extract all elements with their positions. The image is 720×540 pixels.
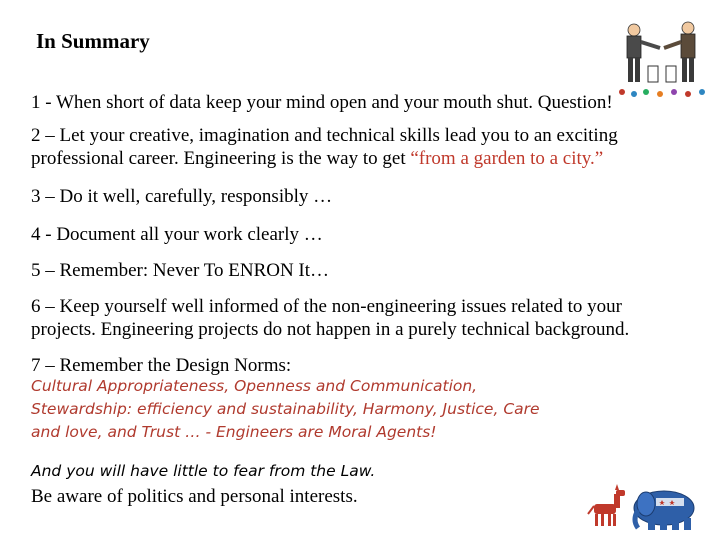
summary-item-6-line-2: projects. Engineering projects do not happen in a purely technical background.: [31, 319, 630, 340]
people-shaking-hands-icon: [612, 18, 712, 102]
page-title: In Summary: [36, 29, 150, 53]
donkey-elephant-icon: [586, 484, 702, 532]
design-norms-list: [31, 375, 681, 444]
summary-item-6-line-1: 6 – Keep yourself well informed of the non-engineering issues related to your: [31, 296, 622, 317]
design-norms-line: Stewardship: efficiency and sustainability, Harmony, Justice, Care: [31, 400, 540, 418]
summary-item-1: 1 - When short of data keep your mind open and your mouth shut. Question!: [31, 92, 613, 113]
summary-item-4: 4 - Document all your work clearly …: [31, 224, 323, 245]
summary-item-7: 7 – Remember the Design Norms:: [31, 355, 292, 376]
summary-item-5: 5 – Remember: Never To ENRON It…: [31, 260, 330, 281]
garden-to-city-quote: “from a garden to a city.”: [410, 148, 604, 169]
closing-italic-line: And you will have little to fear from the Law.: [31, 462, 376, 480]
design-norms-line: and love, and Trust … - Engineers are Moral Agents!: [31, 423, 437, 441]
summary-item-3: 3 – Do it well, carefully, responsibly …: [31, 186, 333, 207]
design-norms-line: Cultural Appropriateness, Openness and Communication,: [31, 377, 478, 395]
summary-item-2-line-2: [31, 147, 603, 170]
summary-item-2-text: professional career. Engineering is the way to get: [31, 148, 411, 169]
closing-plain-line: Be aware of politics and personal interests.: [31, 486, 358, 507]
summary-item-2-line-1: 2 – Let your creative, imagination and technical skills lead you to an exciting: [31, 125, 618, 146]
